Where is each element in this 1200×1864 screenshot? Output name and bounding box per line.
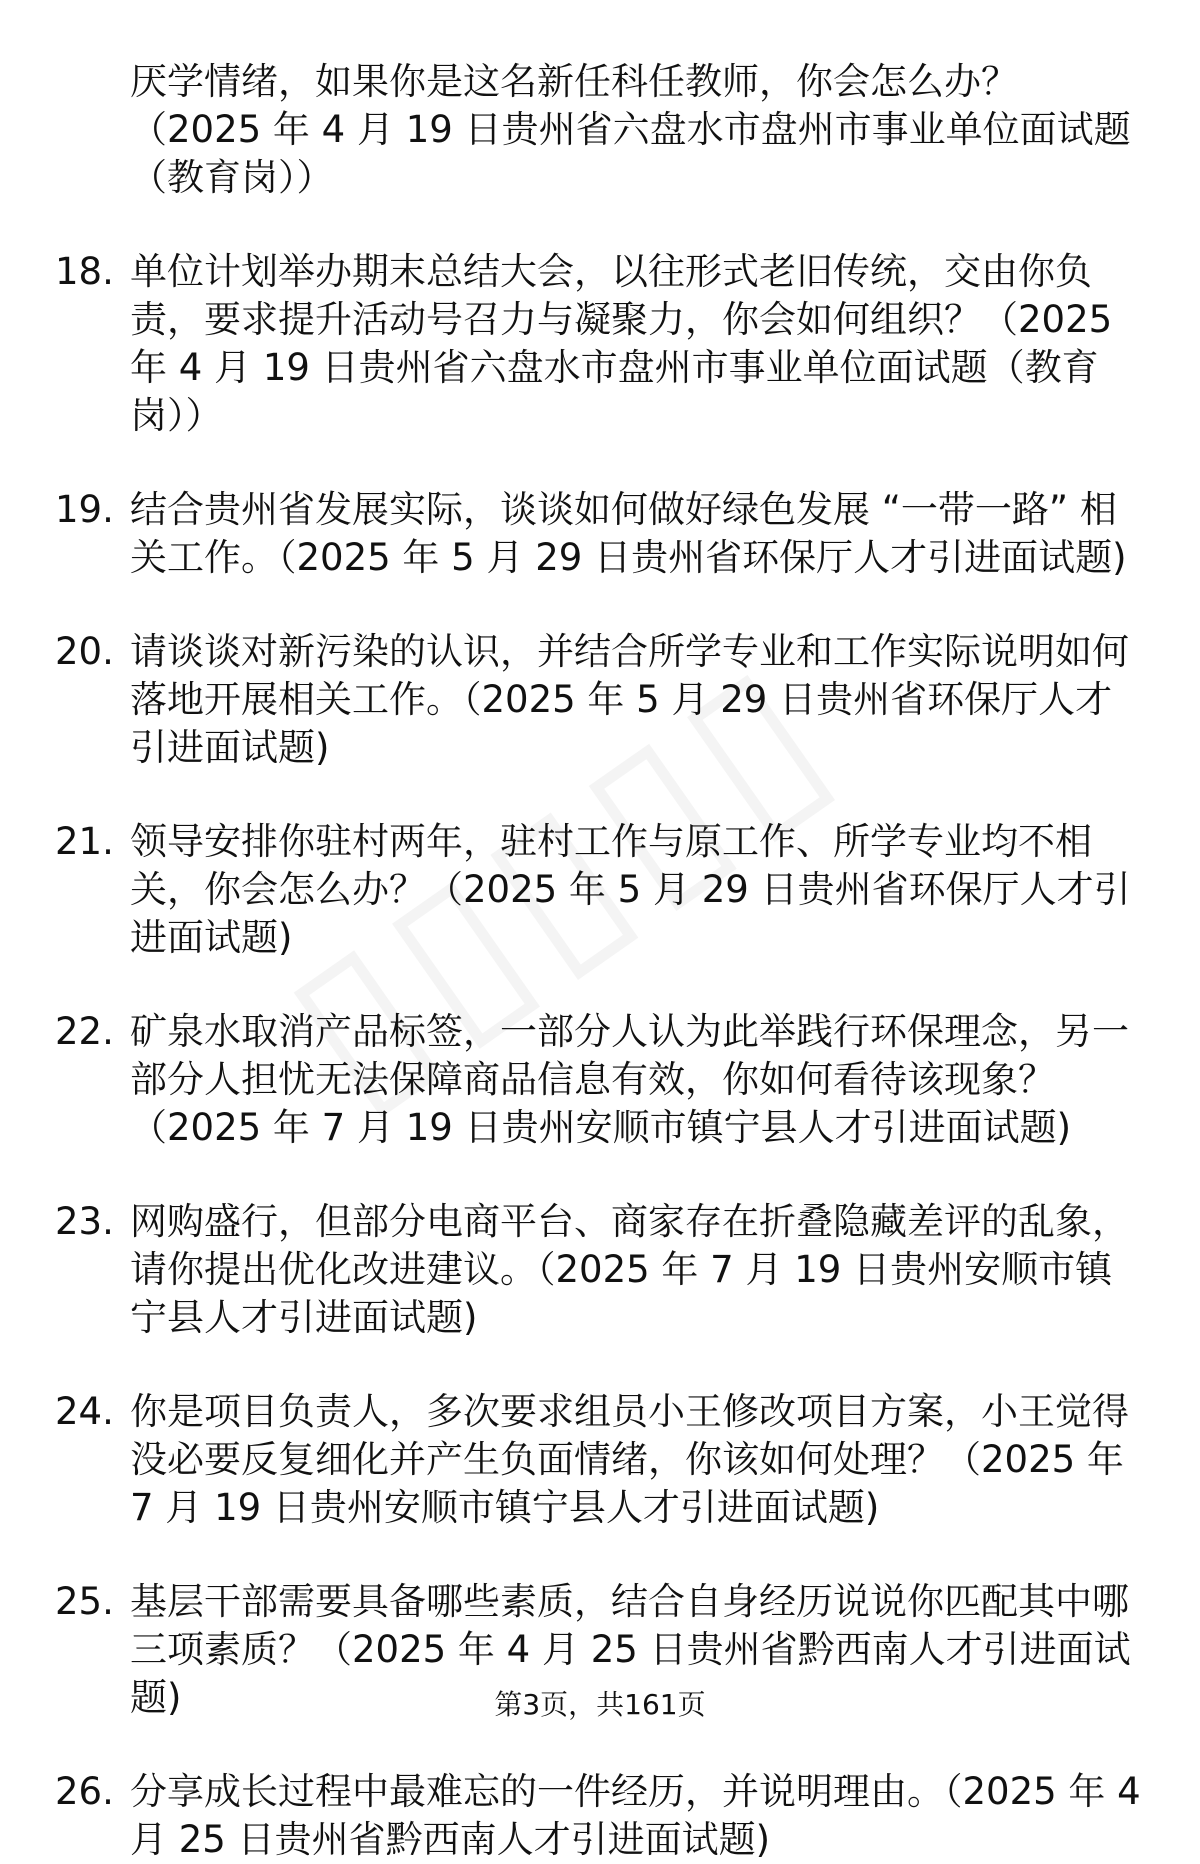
list-item (55, 628, 1145, 772)
item-text: 单位计划举办期末总结大会，以往形式老旧传统，交由你负责，要求提升活动号召力与凝聚力，你会如何组织？（2025 年 4 月 19 日贵州省六盘水市盘州市事业单位面试题（教育岗）） (130, 250, 1113, 437)
item-number: 24. (55, 1390, 114, 1433)
item-number: 23. (55, 1200, 114, 1243)
item-number: 25. (55, 1580, 114, 1623)
item-number (55, 58, 130, 202)
item-number: 18. (55, 250, 114, 293)
item-number: 26. (55, 1770, 114, 1813)
list-item (55, 1388, 1145, 1532)
list-item-continuation (55, 58, 1145, 202)
list-item (55, 248, 1145, 440)
item-number: 21. (55, 820, 114, 863)
item-text: 基层干部需要具备哪些素质，结合自身经历说说你匹配其中哪三项素质？（2025 年 4 月 25 日贵州省黔西南人才引进面试题) (130, 1580, 1131, 1719)
list-item (55, 1008, 1145, 1152)
list-item (55, 1198, 1145, 1342)
item-text: 领导安排你驻村两年，驻村工作与原工作、所学专业均不相关，你会怎么办？（2025 年 5 月 29 日贵州省环保厅人才引进面试题) (130, 820, 1131, 959)
list-item (55, 818, 1145, 962)
item-text: 结合贵州省发展实际，谈谈如何做好绿色发展 “一带一路” 相关工作。（2025 年 5 月 29 日贵州省环保厅人才引进面试题) (130, 488, 1127, 579)
page-number: 第3页，共161页 (494, 1688, 706, 1721)
item-text: 网购盛行，但部分电商平台、商家存在折叠隐藏差评的乱象，请你提出优化改进建议。（2025 年 7 月 19 日贵州安顺市镇宁县人才引进面试题) (130, 1200, 1129, 1339)
item-number: 19. (55, 488, 114, 531)
item-number: 20. (55, 630, 114, 673)
list-item (55, 1768, 1145, 1864)
list-item (55, 486, 1145, 582)
item-text: 请谈谈对新污染的认识，并结合所学专业和工作实际说明如何落地开展相关工作。（2025 年 5 月 29 日贵州省环保厅人才引进面试题) (130, 630, 1129, 769)
item-number: 22. (55, 1010, 114, 1053)
item-text: 厌学情绪，如果你是这名新任科任教师，你会怎么办？（2025 年 4 月 19 日贵州省六盘水市盘州市事业单位面试题（教育岗）） (130, 60, 1131, 199)
item-text: 你是项目负责人，多次要求组员小王修改项目方案，小王觉得没必要反复细化并产生负面情绪，你该如何处理？（2025 年 7 月 19 日贵州安顺市镇宁县人才引进面试题) (130, 1390, 1129, 1529)
item-text: 分享成长过程中最难忘的一件经历，并说明理由。（2025 年 4 月 25 日贵州省黔西南人才引进面试题) (130, 1770, 1141, 1861)
question-list (55, 58, 1145, 1864)
item-text: 矿泉水取消产品标签，一部分人认为此举践行环保理念，另一部分人担忧无法保障商品信息有效，你如何看待该现象？（2025 年 7 月 19 日贵州安顺市镇宁县人才引进面试题) (130, 1010, 1129, 1149)
